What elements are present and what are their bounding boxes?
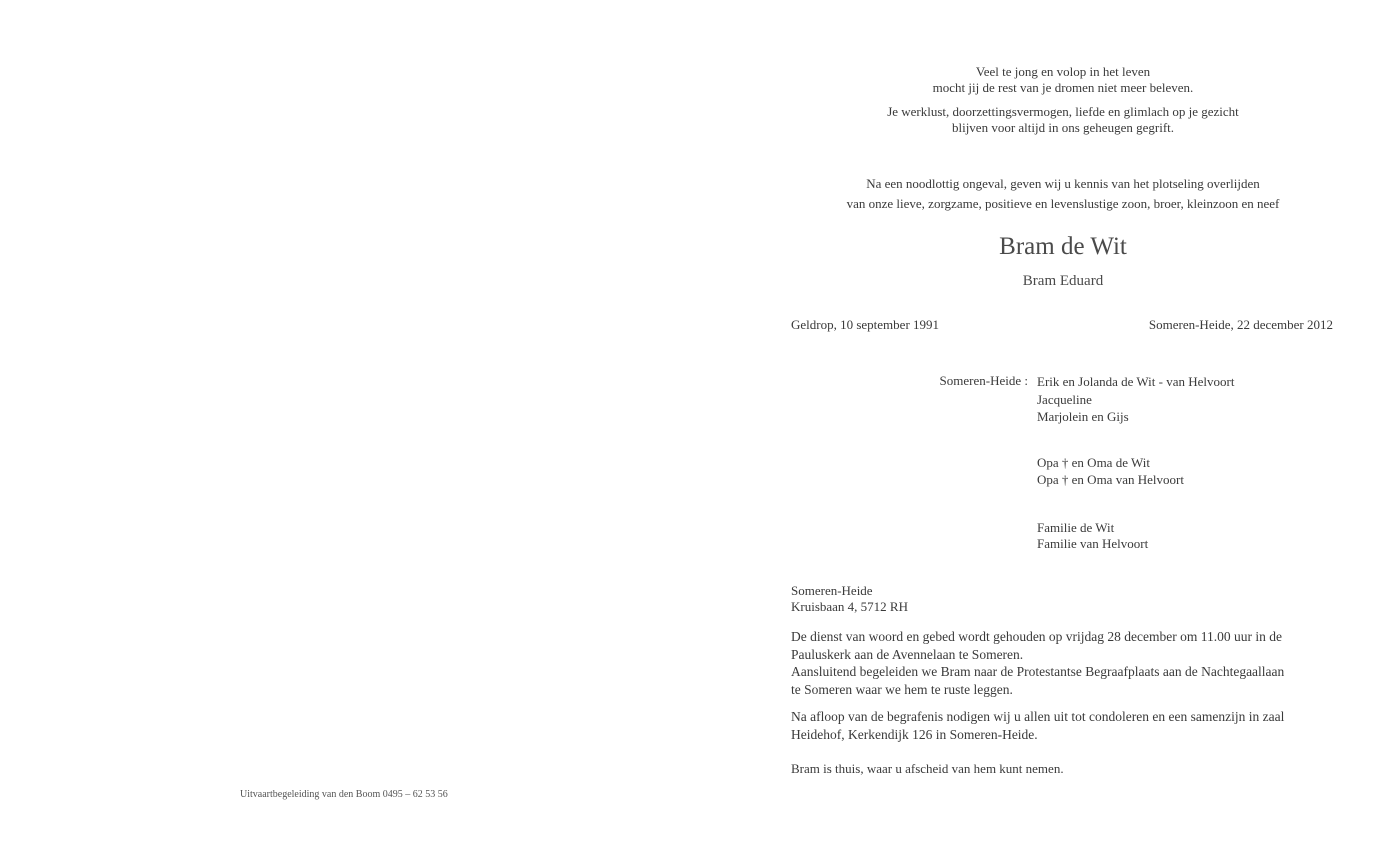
death-place-date: Someren-Heide, 22 december 2012 [1148,317,1333,332]
family-group-parents-siblings [1037,373,1234,426]
reception-details [791,708,1291,743]
family-member: Familie van Helvoort [1037,536,1149,551]
service-line: te Someren waar we hem te ruste leggen. [791,681,1013,697]
service-line: De dienst van woord en gebed wordt gehouden op vrijdag 28 december om 11.00 uur in de [791,629,1282,644]
deceased-name: Bram de Wit [999,233,1127,260]
home-address [791,583,908,615]
family-group-relatives [1037,520,1148,552]
service-line: Pauluskerk aan de Avennelaan te Someren. [791,646,1024,662]
family-member: Jacqueline [1037,391,1092,407]
birth-place-date: Geldrop, 10 september 1991 [791,317,940,332]
home-visit-note: Bram is thuis, waar u afscheid van hem kunt nemen. [791,761,1064,776]
family-member: Marjolein en Gijs [1037,409,1129,424]
family-member: Opa † en Oma de Wit [1037,455,1150,470]
family-member: Opa † en Oma van Helvoort [1037,472,1184,487]
poem-line: Veel te jong en volop in het leven [975,64,1151,79]
address-line: Someren-Heide [791,583,873,598]
poem-line: mocht jij de rest van je dromen niet meer beleven. [932,80,1194,95]
service-line: Aansluitend begeleiden we Bram naar de Protestantse Begraafplaats aan de Nachtegaallaan [791,664,1285,679]
service-details [791,628,1291,698]
family-member: Erik en Jolanda de Wit - van Helvoort [1037,374,1235,389]
family-group-grandparents [1037,454,1184,488]
deceased-given-names: Bram Eduard [1022,273,1104,289]
poem-line: Je werklust, doorzettingsvermogen, liefde en glimlach op je gezicht [887,104,1239,119]
reception-line: Na afloop van de begrafenis nodigen wij u allen uit tot condoleren en een samenzijn in zaal [791,709,1285,724]
family-place-label: Someren-Heide : [939,373,1028,388]
announcement-intro [790,174,1336,214]
intro-line: van onze lieve, zorgzame, positieve en levenslustige zoon, broer, kleinzoon en neef [846,196,1280,211]
family-member: Familie de Wit [1037,520,1115,535]
stanza-gap [820,96,1306,104]
reception-line: Heidehof, Kerkendijk 126 in Someren-Heide. [791,726,1038,742]
poem [820,64,1306,136]
poem-line: blijven voor altijd in ons geheugen gegrift. [951,120,1175,135]
intro-line: Na een noodlottig ongeval, geven wij u kennis van het plotseling overlijden [866,176,1260,191]
undertaker-credit: Uitvaartbegeleiding van den Boom 0495 – 62 53 56 [240,789,448,800]
address-line: Kruisbaan 4, 5712 RH [791,599,908,614]
